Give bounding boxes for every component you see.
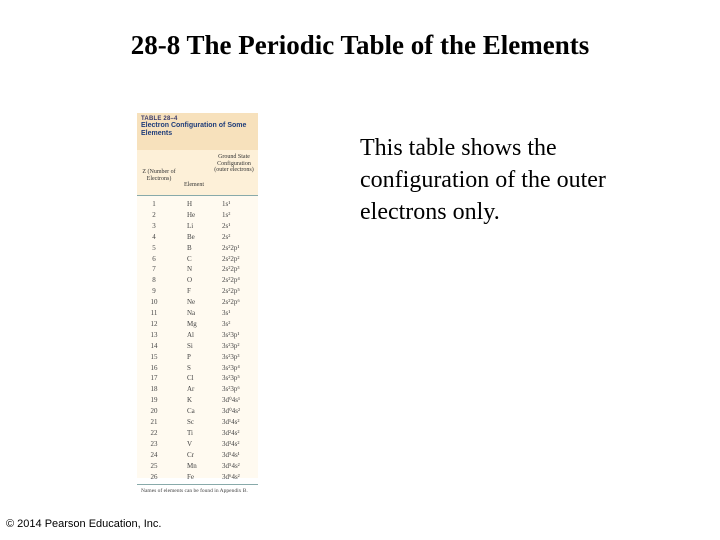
- cell-configuration: 2s²2p³: [222, 265, 240, 274]
- cell-z: 25: [150, 461, 158, 470]
- cell-z: 4: [152, 232, 156, 241]
- cell-element: Ar: [187, 385, 195, 394]
- table-row: [137, 233, 258, 243]
- table-row: [137, 462, 258, 472]
- cell-element: Ca: [187, 407, 195, 416]
- table-label: TABLE 28–4: [141, 116, 178, 122]
- cell-configuration: 3s²3p⁵: [222, 374, 240, 383]
- cell-configuration: 2s²: [222, 232, 231, 241]
- cell-element: Ti: [187, 428, 193, 437]
- cell-z: 16: [150, 363, 158, 372]
- cell-configuration: 3s²3p¹: [222, 330, 240, 339]
- cell-z: 11: [150, 309, 158, 317]
- cell-configuration: 2s²2p⁴: [222, 276, 240, 285]
- cell-configuration: 3d⁵4s¹: [222, 450, 240, 459]
- cell-element: He: [187, 210, 196, 219]
- cell-element: Ne: [187, 298, 196, 307]
- table-row: [137, 429, 258, 439]
- table-row: [137, 200, 258, 210]
- table-row: [137, 473, 258, 483]
- cell-element: S: [187, 363, 191, 372]
- cell-z: 10: [150, 298, 158, 307]
- column-header-configuration: Ground State Configuration (outer electrons): [214, 154, 254, 173]
- column-header-z: Z (Number of Electrons): [142, 169, 176, 182]
- cell-configuration: 2s²2p⁵: [222, 287, 240, 296]
- table-row: [137, 418, 258, 428]
- table-row: [137, 364, 258, 374]
- cell-element: B: [187, 243, 192, 252]
- table-row: [137, 407, 258, 417]
- table-row: [137, 255, 258, 265]
- table-footnote: Names of elements can be found in Appendix B.: [137, 484, 258, 495]
- cell-configuration: 2s¹: [222, 221, 231, 230]
- cell-element: Fe: [187, 472, 194, 481]
- table-row: [137, 353, 258, 363]
- cell-z: 17: [150, 374, 158, 383]
- table-column-headers: [137, 150, 258, 196]
- cell-element: Sc: [187, 418, 194, 426]
- table-row: [137, 440, 258, 450]
- cell-element: O: [187, 276, 193, 285]
- table-row: [137, 298, 258, 308]
- cell-configuration: 2s²2p²: [222, 254, 240, 263]
- cell-element: K: [187, 396, 193, 405]
- cell-element: Be: [187, 232, 195, 241]
- cell-configuration: 3d¹4s²: [222, 418, 240, 426]
- cell-element: Si: [187, 341, 193, 350]
- table-title: Electron Configuration of Some Elements: [141, 122, 247, 137]
- cell-z: 1: [152, 200, 156, 208]
- cell-element: Li: [187, 221, 194, 230]
- cell-element: C: [187, 254, 192, 263]
- cell-configuration: 3s²3p⁶: [222, 385, 240, 394]
- body-text: This table shows the configuration of the outer electrons only.: [360, 135, 606, 225]
- cell-element: Na: [187, 309, 196, 317]
- cell-configuration: 3d²4s²: [222, 428, 240, 437]
- table-row: [137, 342, 258, 352]
- cell-z: 21: [150, 418, 158, 426]
- cell-z: 13: [150, 330, 158, 339]
- cell-configuration: 3s²3p⁴: [222, 363, 240, 372]
- cell-configuration: 3s²: [222, 319, 231, 328]
- cell-z: 22: [150, 428, 158, 437]
- cell-element: N: [187, 265, 193, 274]
- cell-element: F: [187, 287, 191, 296]
- cell-configuration: 1s²: [222, 210, 231, 219]
- cell-element: V: [187, 439, 193, 448]
- table-row: [137, 374, 258, 384]
- table-header: [137, 113, 258, 150]
- table-row: [137, 309, 258, 319]
- cell-element: H: [187, 200, 193, 208]
- cell-element: Cl: [187, 374, 194, 383]
- cell-z: 8: [152, 276, 156, 285]
- cell-z: 12: [150, 319, 158, 328]
- table-row: [137, 276, 258, 286]
- table-row: [137, 396, 258, 406]
- table-row: [137, 320, 258, 330]
- column-header-element: Element: [184, 182, 204, 188]
- table-row: [137, 222, 258, 232]
- cell-z: 14: [150, 341, 158, 350]
- cell-element: Cr: [187, 450, 194, 459]
- cell-configuration: 3d⁰4s²: [222, 407, 241, 416]
- copyright-notice: © 2014 Pearson Education, Inc.: [6, 518, 162, 530]
- cell-configuration: 3d⁶4s²: [222, 472, 240, 481]
- table-row: [137, 385, 258, 395]
- cell-z: 26: [150, 472, 158, 481]
- cell-z: 9: [152, 287, 156, 296]
- table-row: [137, 244, 258, 254]
- table-body: [137, 196, 258, 481]
- cell-z: 5: [152, 243, 156, 252]
- table-row: [137, 287, 258, 297]
- cell-configuration: 3s²3p³: [222, 352, 240, 361]
- table-row: [137, 265, 258, 275]
- cell-z: 7: [152, 265, 156, 274]
- cell-z: 24: [150, 450, 158, 459]
- cell-element: Mn: [187, 461, 197, 470]
- cell-z: 2: [152, 210, 156, 219]
- cell-element: P: [187, 352, 191, 361]
- cell-element: Al: [187, 330, 194, 339]
- electron-configuration-table: [137, 113, 258, 507]
- cell-configuration: 3s²3p²: [222, 341, 240, 350]
- cell-z: 15: [150, 352, 158, 361]
- cell-z: 23: [150, 439, 158, 448]
- cell-configuration: 3d⁵4s²: [222, 461, 240, 470]
- slide-title: 28-8 The Periodic Table of the Elements: [130, 30, 590, 60]
- cell-z: 18: [150, 385, 158, 394]
- cell-configuration: 2s²2p⁶: [222, 298, 240, 307]
- cell-z: 3: [152, 221, 156, 230]
- cell-configuration: 1s¹: [222, 200, 231, 208]
- cell-configuration: 3d⁰4s¹: [222, 396, 241, 405]
- cell-z: 6: [152, 254, 156, 263]
- cell-z: 20: [150, 407, 158, 416]
- table-row: [137, 331, 258, 341]
- cell-configuration: 2s²2p¹: [222, 243, 240, 252]
- cell-z: 19: [150, 396, 158, 405]
- cell-element: Mg: [187, 319, 197, 328]
- cell-configuration: 3s¹: [222, 309, 231, 317]
- cell-configuration: 3d³4s²: [222, 439, 240, 448]
- table-row: [137, 211, 258, 221]
- table-row: [137, 451, 258, 461]
